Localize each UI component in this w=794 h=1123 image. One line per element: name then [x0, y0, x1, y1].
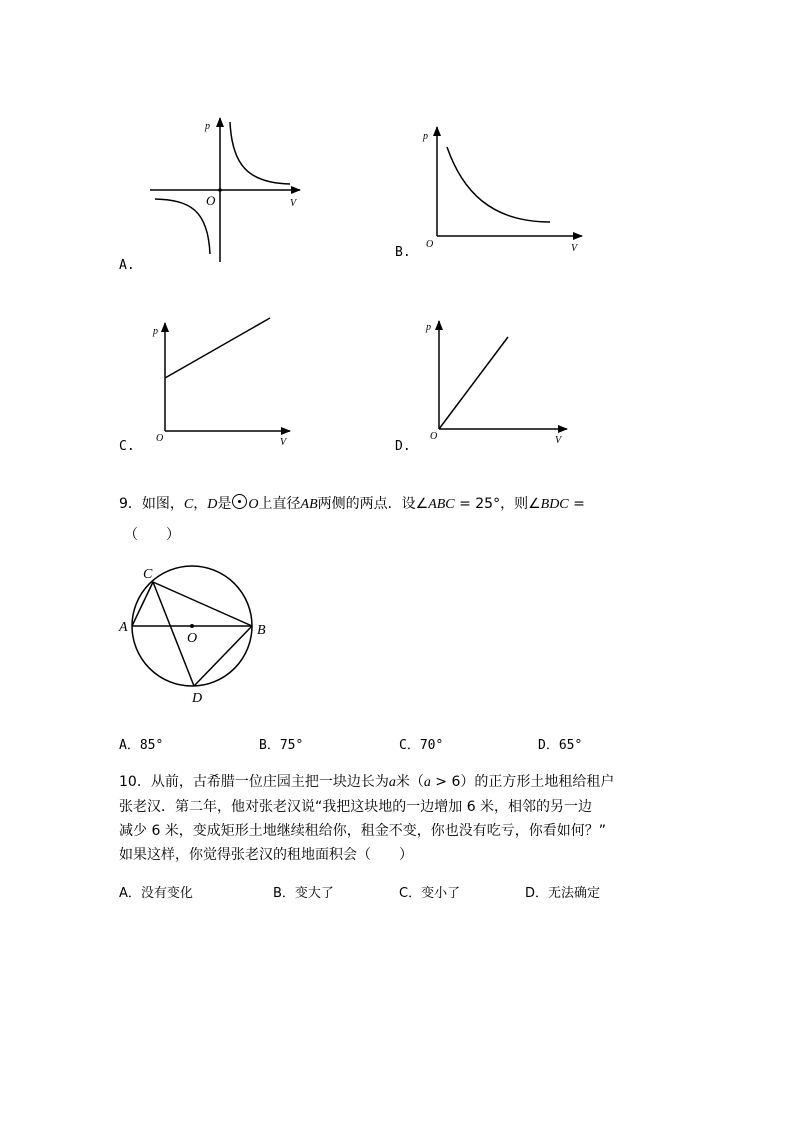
q9-answer-paren: （ ）: [124, 527, 180, 543]
q10-option-c: C．变小了: [399, 886, 461, 901]
q9-label-d: D: [192, 691, 203, 706]
q10-option-d: D．无法确定: [525, 886, 601, 901]
q10-line-1: 10．从前，古希腊一位庄园主把一块边长为a米（a > 6）的正方形土地租给租户: [119, 774, 615, 790]
q10-line-4: 如果这样，你觉得张老汉的租地面积会（ ）: [119, 847, 413, 863]
q9-label-b: B: [257, 623, 266, 638]
graph-d-origin-label: O: [430, 431, 438, 442]
graph-b-v-label: V: [571, 243, 578, 254]
graph-c-p-label: p: [153, 326, 158, 337]
graph-c-origin-label: O: [156, 433, 164, 444]
q9-option-b: B．75°: [259, 738, 304, 753]
graph-a-curve-3: [155, 199, 210, 254]
graph-c-v-label: V: [280, 437, 287, 448]
graph-d-option-label: D.: [395, 439, 411, 454]
q10-option-b: B．变大了: [273, 886, 334, 901]
graph-b-p-label: p: [423, 131, 428, 142]
q9-segment-ac: [132, 582, 153, 626]
q9-option-a: A．85°: [119, 738, 164, 753]
graph-b-curve: [447, 147, 550, 222]
graph-c-line: [165, 318, 270, 378]
circle-o-symbol: [232, 494, 247, 509]
q10-line-3: 减少 6 米，变成矩形土地继续租给你，租金不变，你也没有吃亏，你看如何？”: [119, 823, 607, 839]
graph-b-origin-label: O: [426, 239, 434, 250]
q9-label-a: A: [119, 620, 128, 635]
graph-a-curve-1: [230, 122, 290, 184]
q9-label-c: C: [143, 567, 153, 582]
graph-c-option-label: C.: [119, 439, 135, 454]
q10-option-a: A．没有变化: [119, 886, 193, 901]
graph-a-option-label: A.: [119, 258, 135, 273]
q9-label-o: O: [187, 631, 198, 646]
graph-a-v-label: V: [290, 198, 297, 209]
graph-d-line: [439, 337, 508, 429]
q10-line-2: 张老汉．第二年，他对张老汉说“我把这块地的一边增加 6 米，相邻的另一边: [119, 799, 593, 815]
graph-d-v-label: V: [555, 435, 562, 446]
graph-a-p-label: p: [205, 121, 210, 132]
q9-option-d: D．65°: [538, 738, 583, 753]
graph-a-origin-label: O: [206, 193, 216, 208]
graph-d-p-label: p: [426, 322, 431, 333]
q9-circle-figure: [118, 566, 266, 706]
q9-option-c: C．70°: [399, 738, 444, 753]
graph-b-option-label: B.: [395, 245, 411, 260]
q9-stem: 9．如图，C，D是 O上直径AB两侧的两点．设∠ABC = 25°，则∠BDC =: [119, 496, 585, 512]
